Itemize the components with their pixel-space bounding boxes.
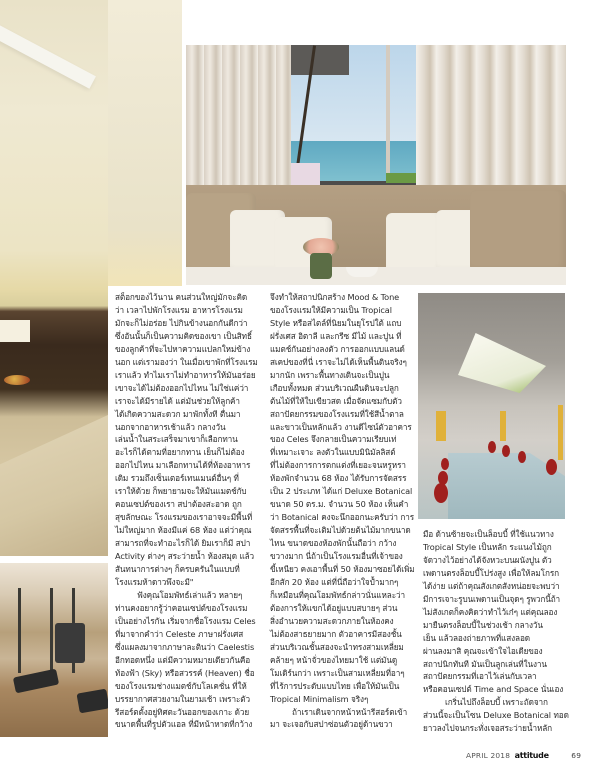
text-line: มักจะก็ไม่อร่อย ไปกินข้างนอกกันดีกว่า bbox=[115, 317, 248, 328]
text-line: เพดานตรงล็อบบี้โปร่งสูง เพื่อให้ลมโกรก bbox=[423, 567, 559, 578]
cushion bbox=[470, 190, 566, 272]
canopy bbox=[291, 45, 349, 75]
fruit-bowl bbox=[4, 375, 30, 385]
fruit-bowl bbox=[346, 267, 378, 277]
text-line: จัดวางไว้อย่างได้จังหวะบนผนังปูน ตัว bbox=[423, 554, 552, 565]
text-line: เดิม รวมถึงเซ็นเตอร์เทนเมนต์อื่นๆ ที่ bbox=[115, 473, 239, 484]
text-line: ซึ่งอันนั้นก็เป็นความคิดของเขา เป็นสิทธิ์ bbox=[115, 330, 252, 341]
text-line: มายืนตรงล็อบบี้ในช่วงเช้า กลางวัน bbox=[423, 619, 543, 630]
palm-trunk bbox=[386, 45, 390, 175]
text-line: เกือบทั้งหมด ส่วนบริเวณผืนดินจะปลูก bbox=[270, 382, 399, 393]
text-line: ต้นไม้ที่ให้ใบเขียวสด เมื่อจัดแซมกับตัว bbox=[270, 395, 402, 406]
text-line: Tropical Minimalism จริงๆ bbox=[270, 693, 369, 704]
paragraph bbox=[115, 589, 265, 731]
door bbox=[436, 411, 446, 441]
article-column-2 bbox=[270, 291, 415, 731]
text-line: มากนัก เพราะพื้นทางเดินจะเป็นปูน bbox=[270, 369, 390, 380]
text-line: เล่นน้ำในสระเสร็จมาเขาก็เลือกทาน bbox=[115, 434, 238, 445]
text-line: ขนาดพื้นที่รูปตัวแอล ที่มีหน้าหาดที่กว้าง bbox=[115, 719, 253, 730]
wall-lamp bbox=[0, 320, 30, 342]
article-column-1 bbox=[115, 291, 265, 731]
red-vase bbox=[518, 451, 526, 463]
text-line: ว่า เวลาไปพักโรงแรม อาหารโรงแรม bbox=[115, 304, 243, 315]
text-line: ห้องพักจำนวน 68 ห้อง ได้รับการจัดสรร bbox=[270, 473, 407, 484]
text-line: ผ่านลงมาสิ คุณจะเข้าใจไอเดียของ bbox=[423, 645, 543, 656]
window-mullion bbox=[50, 588, 53, 673]
skylight bbox=[458, 333, 546, 393]
text-line: ไม่ต้องสาธยายมาก ตัวอาคารมีสองชั้น bbox=[270, 628, 402, 639]
text-line: ส่วนนี้จะเป็นโซน Deluxe Botanical ทอด bbox=[423, 710, 569, 721]
text-line: สถาปนิกทันที มันเป็นลูกเล่นที่ในงาน bbox=[423, 658, 547, 669]
text-line: ของโรงแรมช่างแมตช์กับโลเคชั่น ที่ให้ bbox=[115, 680, 247, 691]
text-line: ของโรงแรมให้มีความเป็น Tropical bbox=[270, 304, 392, 315]
text-line: ฝรั่งเศส อิตาลี และกรีซ มีไม้ และปูน ที่ bbox=[270, 330, 402, 341]
text-line: สุขลักษณะ โรงแรมของเราอาจจะมีพื้นที่ bbox=[115, 512, 253, 523]
red-vase bbox=[441, 458, 449, 470]
paragraph bbox=[423, 528, 568, 696]
text-line: สเคปของที่นี่ เราจะไม่ได้เห็นพื้นดินจริงๆ bbox=[270, 356, 407, 367]
text-line: ท่านคงอยากรู้ว่าคอนเซปต์ของโรงแรม bbox=[115, 602, 248, 613]
door bbox=[558, 405, 563, 460]
vase bbox=[310, 253, 332, 279]
door bbox=[500, 411, 506, 441]
text-line: ไม่ใหญ่มาก ห้องมีแค่ 68 ห้อง แต่ว่าคุณ bbox=[115, 525, 252, 536]
text-line: ที่มาจากคำว่า Celeste ภาษาฝรั่งเศส bbox=[115, 628, 244, 639]
text-line: คล้ายๆ หน้าจั่วของไทยมาใช้ แต่มันดู bbox=[270, 654, 398, 665]
ceiling-beam bbox=[0, 20, 96, 89]
paragraph bbox=[270, 706, 415, 732]
bed bbox=[0, 415, 108, 556]
page-footer bbox=[466, 751, 581, 760]
text-line: ขี้เหนียว คงเอาพื้นที่ 50 ห้องมาซอยได้เพิ่ม bbox=[270, 564, 415, 575]
text-line: ก็เหมือนที่คุณโอมพัทธ์กล่าวนั่นแหละว่า bbox=[270, 589, 405, 600]
indoor-pool-photo bbox=[418, 293, 565, 519]
text-line: ไหน ขนาดของห้องพักนั้นถือว่า กว้าง bbox=[270, 538, 397, 549]
text-line: สันทนาการต่างๆ ก็ครบครันในแบบที่ bbox=[115, 564, 240, 575]
article-column-3 bbox=[423, 528, 568, 735]
text-line: ซึ่งแผลงมาจากภาษาละตินว่า Caelestis bbox=[115, 641, 255, 652]
text-line: ของ Celes จึงกลายเป็นความเรียบเท่ bbox=[270, 434, 397, 445]
gym-photo bbox=[0, 563, 108, 737]
text-line: และขาวเป็นหลักแล้ว งานดีไซน์ตัวอาคาร bbox=[270, 421, 412, 432]
paragraph bbox=[270, 291, 415, 706]
text-line: ที่ไร้การประดับแบบไทย เพื่อให้มันเป็น bbox=[270, 680, 400, 691]
text-line: ถ้าเราเดินจากหน้าหน้ารีสอร์ตเข้า bbox=[292, 706, 408, 717]
text-line: นอกจากอาหารเช้าแล้ว กลางวัน bbox=[115, 421, 226, 432]
text-line: ขนาด 50 ตร.ม. จำนวน 50 ห้อง เห็นคำ bbox=[270, 499, 409, 510]
red-vase bbox=[488, 441, 496, 453]
text-line: ไม่สังเกตก็คงคิดว่าทำไว้เก๋ๆ แต่คุณลอง bbox=[423, 606, 558, 617]
text-line: มือ ด้านซ้ายจะเป็นล็อบบี้ ที่ใช้แนวทาง bbox=[423, 529, 554, 539]
text-line: หรือคอนเซปต์ Time and Space นั่นเอง bbox=[423, 684, 564, 695]
text-line: เย็น แล้วลองถ่ายภาพที่แสงลอด bbox=[423, 632, 530, 643]
text-line: อีกสัก 20 ห้อง แต่ที่นี่ถือว่าใจป้ำมากๆ bbox=[270, 576, 399, 587]
text-line: Style หรือสไตล์ที่นิยมในยุโรปใต้ แถบ bbox=[270, 317, 402, 328]
text-line: ขวางมาก นี่ถ้าเป็นโรงแรมอื่นที่เจ้าของ bbox=[270, 551, 403, 562]
treadmill-console bbox=[55, 623, 85, 663]
text-line: ได้เกิดความสะดวก มาพักทั้งที ตื่นมา bbox=[115, 408, 241, 419]
text-line: Tropical Style เป็นหลัก ระแนงไม้ถูก bbox=[423, 541, 552, 552]
text-line: เกริ่นไปถึงล็อบบี้ เพราะถัดจาก bbox=[445, 697, 548, 708]
text-line: ว่า Botanical คงจะนึกออกนะครับว่า การ bbox=[270, 512, 415, 523]
text-line: สถาปัตยกรรมของโรงแรมที่ใช้สีน้ำตาล bbox=[270, 408, 404, 419]
text-line: ได้ง่าย แต่ถ้าคุณสังเกตสังหน่อยจะพบว่า bbox=[423, 580, 560, 591]
text-line: อีกทอดหนึ่ง แต่มีความหมายเดียวกันคือ bbox=[115, 654, 251, 665]
text-line: ส่วนบริเวณชั้นสองจะนำทรงสามเหลี่ยม bbox=[270, 641, 404, 652]
red-vase bbox=[502, 445, 510, 457]
paragraph bbox=[423, 696, 568, 735]
text-line: แมตช์กันอย่างลงตัว การออกแบบแลนด์ bbox=[270, 343, 405, 354]
text-line: มา จะเจอกับสปาซ่อนตัวอยู่ด้านขวา bbox=[270, 719, 393, 730]
text-line: มีการเจาะรูบนเพดานเป็นจุดๆ รูพวกนี้ถ้า bbox=[423, 593, 561, 604]
text-line: บรรยากาศสวยงามในยามเช้า เพราะตัว bbox=[115, 693, 250, 704]
text-line: ที่ไม่ต้องการการตกแต่งที่เยอะจนหรูหรา bbox=[270, 460, 406, 471]
text-line: ของลูกค้าที่จะไปหาความแปลกใหม่ข้าง bbox=[115, 343, 251, 354]
ceiling-photo-extension bbox=[108, 0, 182, 286]
text-line: จึงทำให้สถาปนิกสร้าง Mood & Tone bbox=[270, 292, 400, 302]
text-line: คอนเซปต์ของเรา สปาต้องสะอาด ถูก bbox=[115, 499, 242, 510]
page-number: 69 bbox=[571, 751, 582, 760]
text-line: จัดสรรพื้นที่จะเติมไปด้วยต้นไม้มากขนาด bbox=[270, 525, 411, 536]
text-line: สามารถที่จะทำอะไรก็ได้ ยิมเราก็มี สปา bbox=[115, 538, 251, 549]
text-line: เราแล้ว ทำไมเราไม่ทำอาหารให้มันอร่อย bbox=[115, 369, 256, 380]
text-line: นอก แต่เรามองว่า ในเมื่อเขาพักที่โรงแรม bbox=[115, 356, 258, 367]
text-line: เป็น 2 ประเภท ได้แก่ Deluxe Botanical bbox=[270, 486, 413, 497]
text-line: เราจะได้มีรายได้ แต่มันช่วยให้ลูกค้า bbox=[115, 395, 240, 406]
text-line: อะไรก็ได้ตามที่อยากทาน เย็นก็ไม่ต้อง bbox=[115, 447, 245, 458]
text-line: โรงแรมห้าดาวพึงจะมี" bbox=[115, 576, 194, 587]
text-line: ฟังคุณโอมพัทธ์เล่าแล้ว หลายๆ bbox=[137, 589, 243, 600]
cushion bbox=[386, 213, 442, 275]
text-line: สิ่งอำนวยความสะดวกภายในห้องคง bbox=[270, 615, 394, 626]
text-line: สถาปัตยกรรมที่เอาไว้เล่นกับเวลา bbox=[423, 671, 537, 682]
text-line: ที่เหมาะเจาะ ลงตัวในแบบมินิมัลลิสต์ bbox=[270, 447, 396, 458]
red-vase bbox=[546, 459, 557, 475]
living-room-photo bbox=[186, 45, 566, 285]
bedroom-photo bbox=[0, 0, 108, 556]
text-line: สต็อกของไว้นาน คนส่วนใหญ่มักจะคิด bbox=[115, 292, 248, 302]
text-line: เป็นอย่างไรกัน เริ่มจากชื่อโรงแรม Celes bbox=[115, 615, 256, 626]
text-line: เราให้ด้วย ก็พยายามจะให้มันแมตช์กับ bbox=[115, 486, 247, 497]
text-line: โมเดิร์นกว่า เพราะเป็นสามเหลี่ยมที่อาๆ bbox=[270, 667, 405, 678]
window-mullion bbox=[18, 588, 21, 673]
text-line: ท้องฟ้า (Sky) หรือสวรรค์ (Heaven) ชื่อ bbox=[115, 667, 255, 678]
magazine-logo: attitude bbox=[514, 751, 549, 760]
red-vase bbox=[434, 483, 448, 503]
text-line: Activity ต่างๆ สระว่ายน้ำ ห้องสมุด แล้ว bbox=[115, 551, 255, 562]
text-line: ยาวลงไปจนกระทั่งเจอสระว่ายน้ำหลัก bbox=[423, 723, 553, 734]
text-line: รีสอร์ตตั้งอยู่ทิศตะวันออกของเกาะ ด้วย bbox=[115, 706, 250, 717]
text-line: เขาจะได้ไม่ต้องออกไปไหน ไม่ใช่แค่ว่า bbox=[115, 382, 249, 393]
issue-date: APRIL 2018 bbox=[466, 751, 511, 760]
text-line: ออกไปไหน มาเลือกทานได้ที่ห้องอาหาร bbox=[115, 460, 251, 471]
text-line: ต้องการให้แขกได้อยู่แบบสบายๆ ส่วน bbox=[270, 602, 398, 613]
treadmill bbox=[76, 689, 108, 714]
paragraph bbox=[115, 291, 265, 589]
